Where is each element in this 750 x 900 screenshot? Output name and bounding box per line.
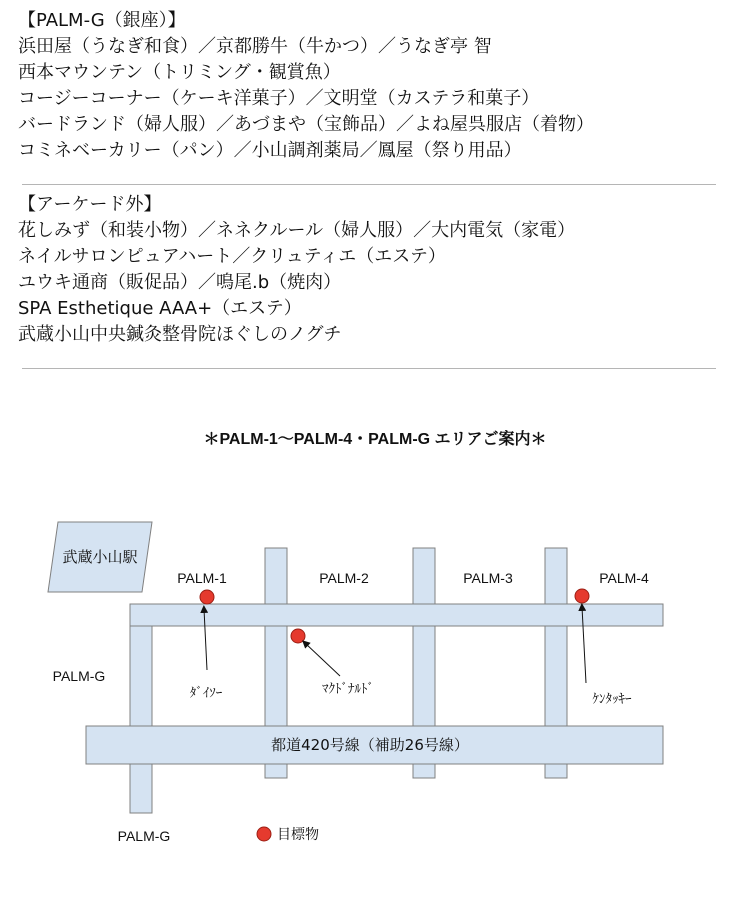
section-palm-g [18,8,728,164]
area-label-palm-4: PALM-4 [599,570,649,586]
shop-line: ユウキ通商（販促品）／鳴尾.b（焼肉） [18,272,342,293]
section-outside-arcade [18,192,728,348]
landmark-kfc: ｹﾝﾀｯｷｰ [592,692,632,707]
section-title-outside: 【アーケード外】 [18,194,162,215]
marker-daiso [200,590,214,604]
divider [22,184,716,185]
marker-mcdonalds [291,629,305,643]
marker-kfc [575,589,589,603]
shop-line: バードランド（婦人服）／あづまや（宝飾品）／よね屋呉服店（着物） [18,114,594,135]
shop-line: 西本マウンテン（トリミング・観賞魚） [18,62,341,83]
area-map [0,500,750,860]
landmark-daiso: ﾀﾞｲｿｰ [189,686,223,701]
shop-line: 浜田屋（うなぎ和食）／京都勝牛（牛かつ）／うなぎ亭 智 [18,36,492,57]
street-palm-g [130,606,152,813]
station-label: 武蔵小山駅 [62,548,138,566]
shop-line: ネイルサロンピュアハート／クリュティエ（エステ） [18,246,446,267]
shop-line: SPA Esthetique AAA+（エステ） [18,298,302,319]
shop-line: 武蔵小山中央鍼灸整骨院ほぐしのノグチ [18,324,342,345]
main-road-label: 都道420号線（補助26号線） [271,736,469,754]
area-label-palm-1: PALM-1 [177,570,227,586]
area-label-palm-3: PALM-3 [463,570,513,586]
map-title: ＊PALM-1〜PALM-4・PALM-G エリアご案内＊ [203,431,547,448]
section-title-palm-g: 【PALM-G（銀座）】 [18,10,186,31]
area-label-palm-g-bottom: PALM-G [117,828,171,844]
area-label-palm-2: PALM-2 [319,570,369,586]
landmark-mcdonalds: ﾏｸﾄﾞﾅﾙﾄﾞ [322,682,374,697]
legend-label: 目標物 [277,827,319,843]
pointer-mcdonalds [305,643,340,676]
shop-line: コミネベーカリー（パン）／小山調剤薬局／鳳屋（祭り用品） [18,140,522,161]
legend-marker-icon [257,827,271,841]
area-label-palm-g: PALM-G [52,668,106,684]
shop-line: 花しみず（和装小物）／ネネクルール（婦人服）／大内電気（家電） [18,220,576,241]
shop-line: コージーコーナー（ケーキ洋菓子）／文明堂（カステラ和菓子） [18,88,540,109]
divider [22,368,716,369]
